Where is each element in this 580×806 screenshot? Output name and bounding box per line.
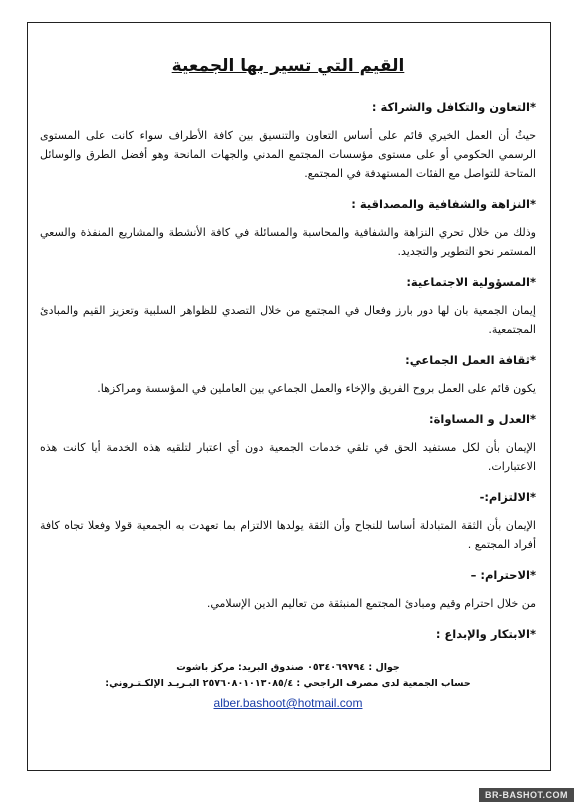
section-heading: *الاحترام: – [470, 568, 536, 582]
section-text: وذلك من خلال تحري النزاهة والشفافية والمحاسبة والمسائلة في كافة الأنشطة والمشاريع المنفذة والسعي المستمر نحو التطوير والتجديد. [40, 226, 536, 258]
section-heading: *النزاهة والشفافية والمصداقية : [351, 197, 536, 211]
section-text: من خلال احترام وقيم ومبادئ المجتمع المنبثقة من تعاليم الدين الإسلامي. [206, 597, 536, 610]
section-heading: *المسؤولية الاجتماعية: [406, 275, 536, 289]
document-title: القيم التي تسير بها الجمعية [171, 56, 405, 76]
section-teamwork [40, 353, 536, 398]
section-innovation [40, 627, 536, 641]
section-text: حيثُ أن العمل الخيري قائم على أساس التعاون والتنسيق بين كافة الأطراف سواء كانت على المستوى الرسمي الحكومي أو على مستوى مؤسسات المجتمع المدني والجهات المانحة وهو أفضل الطرق والوسائل المتاحة للتواصل مع الفئات المستهدفة في المجتمع. [40, 129, 536, 180]
section-cooperation [40, 100, 536, 183]
section-social-responsibility [40, 275, 536, 339]
section-heading: *العدل و المساواة: [428, 412, 536, 426]
section-text: إيمان الجمعية بان لها دور بارز وفعال في المجتمع من خلال التصدي للظواهر السلبية وتعزيز القيم والمبادئ المجتمعية. [40, 304, 536, 336]
section-text: الإيمان بأن الثقة المتبادلة أساسا للنجاح وأن الثقة يولدها الالتزام بما تعهدت به الجمعية قولا وفعلا تجاه كافة أفراد المجتمع . [40, 519, 536, 551]
footer-phone-line: جوال : ٠٥٣٤٠٦٩٧٩٤ صندوق البريد: مركز باشوت [176, 662, 400, 673]
email-link[interactable]: alber.bashoot@hotmail.com [213, 696, 363, 710]
contact-footer [40, 660, 536, 711]
section-justice [40, 412, 536, 476]
section-heading: *الالتزام:- [479, 490, 536, 504]
section-heading: *ثقافة العمل الجماعي: [405, 353, 536, 367]
section-commitment [40, 490, 536, 554]
section-text: الإيمان بأن لكل مستفيد الحق في تلقي خدمات الجمعية دون أي اعتبار لتلقيه هذه الخدمة أيا كانت هذه الاعتبارات. [40, 441, 536, 473]
section-text: يكون قائم على العمل بروح الفريق والإخاء والعمل الجماعي بين العاملين في المؤسسة ومراكزها. [97, 382, 536, 395]
footer-account-line: حساب الجمعية لدى مصرف الراجحي : ٢٥٧٦٠٨٠١٠١٣٠٨٥/٤ البـريـد الإلكـتـروني: [105, 678, 471, 689]
section-heading: *التعاون والتكافل والشراكة : [371, 100, 536, 114]
site-watermark: BR-BASHOT.COM [479, 788, 574, 802]
document-body [40, 22, 536, 655]
section-respect [40, 568, 536, 613]
section-integrity [40, 197, 536, 261]
section-heading: *الابتكار والإبداع : [435, 627, 536, 641]
